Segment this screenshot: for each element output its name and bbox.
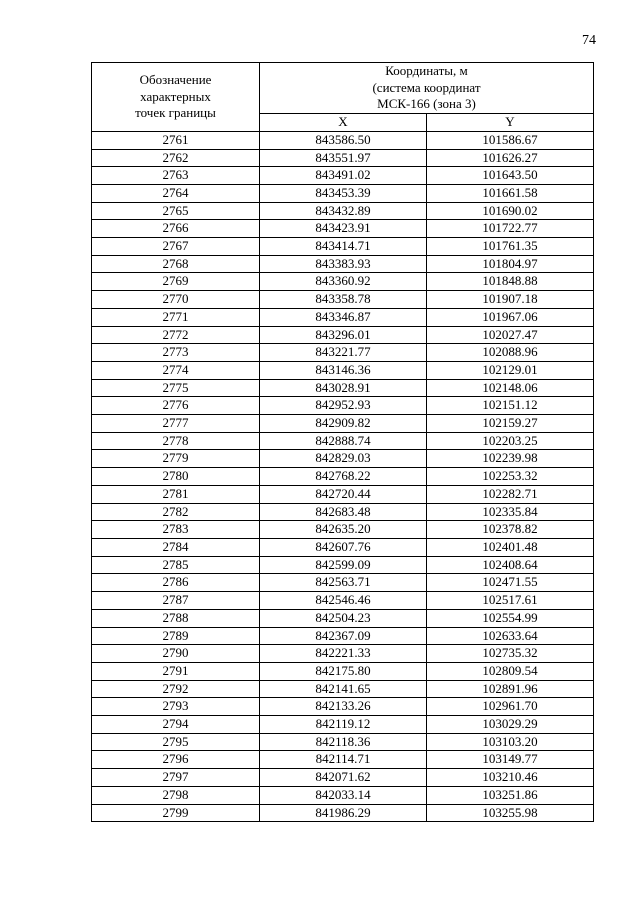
coordinates-table: [91, 62, 594, 822]
y-coordinate-cell: 102148.06: [427, 379, 594, 397]
y-coordinate-cell: 102809.54: [427, 662, 594, 680]
y-coordinate-cell: 101690.02: [427, 202, 594, 220]
y-coordinate-cell: 103251.86: [427, 786, 594, 804]
x-coordinate-cell: 842119.12: [260, 716, 427, 734]
point-id-cell: 2799: [92, 804, 260, 822]
point-id-cell: 2798: [92, 786, 260, 804]
point-id-cell: 2776: [92, 397, 260, 415]
x-coordinate-cell: 842114.71: [260, 751, 427, 769]
table-row: [92, 291, 594, 309]
x-coordinate-cell: 842635.20: [260, 521, 427, 539]
table-row: [92, 556, 594, 574]
table-row: [92, 733, 594, 751]
table-row: [92, 308, 594, 326]
table-row: [92, 786, 594, 804]
point-id-cell: 2777: [92, 415, 260, 433]
point-id-cell: 2788: [92, 609, 260, 627]
point-label-header: [92, 63, 260, 132]
table-row: [92, 220, 594, 238]
table-row: [92, 645, 594, 663]
table-row: [92, 450, 594, 468]
x-coordinate-cell: 843423.91: [260, 220, 427, 238]
y-coordinate-cell: 102203.25: [427, 432, 594, 450]
x-coordinate-cell: 842909.82: [260, 415, 427, 433]
y-column-header: Y: [427, 114, 594, 132]
table-row: [92, 238, 594, 256]
table-row: [92, 149, 594, 167]
point-id-cell: 2781: [92, 485, 260, 503]
y-coordinate-cell: 102253.32: [427, 468, 594, 486]
table-row: [92, 716, 594, 734]
table-header: [92, 63, 594, 132]
table-row: [92, 273, 594, 291]
y-coordinate-cell: 103029.29: [427, 716, 594, 734]
point-id-cell: 2794: [92, 716, 260, 734]
y-coordinate-cell: 102378.82: [427, 521, 594, 539]
point-id-cell: 2761: [92, 131, 260, 149]
coordinates-label-line-3: МСК-166 (зона 3): [377, 96, 476, 112]
table-row: [92, 202, 594, 220]
coordinates-label-line-2: (система координат: [372, 79, 481, 95]
y-coordinate-cell: 102961.70: [427, 698, 594, 716]
y-coordinate-cell: 102129.01: [427, 361, 594, 379]
table-row: [92, 485, 594, 503]
x-coordinate-cell: 842607.76: [260, 538, 427, 556]
point-id-cell: 2797: [92, 769, 260, 787]
table-body: [92, 131, 594, 821]
table-row: [92, 609, 594, 627]
table-row: [92, 255, 594, 273]
point-id-cell: 2778: [92, 432, 260, 450]
x-coordinate-cell: 843586.50: [260, 131, 427, 149]
table-row: [92, 627, 594, 645]
page-number: 74: [582, 33, 596, 48]
point-id-cell: 2779: [92, 450, 260, 468]
y-coordinate-cell: 102408.64: [427, 556, 594, 574]
x-coordinate-cell: 842683.48: [260, 503, 427, 521]
point-id-cell: 2790: [92, 645, 260, 663]
y-coordinate-cell: 103255.98: [427, 804, 594, 822]
y-coordinate-cell: 102159.27: [427, 415, 594, 433]
table-row: [92, 521, 594, 539]
x-coordinate-cell: 843551.97: [260, 149, 427, 167]
point-id-cell: 2765: [92, 202, 260, 220]
y-coordinate-cell: 101761.35: [427, 238, 594, 256]
point-id-cell: 2767: [92, 238, 260, 256]
coordinates-label-line-1: Координаты, м: [385, 63, 468, 78]
x-coordinate-cell: 842829.03: [260, 450, 427, 468]
x-coordinate-cell: 842504.23: [260, 609, 427, 627]
point-id-cell: 2785: [92, 556, 260, 574]
y-coordinate-cell: 103210.46: [427, 769, 594, 787]
x-column-header: X: [260, 114, 427, 132]
x-coordinate-cell: 842118.36: [260, 733, 427, 751]
y-coordinate-cell: 102335.84: [427, 503, 594, 521]
point-id-cell: 2771: [92, 308, 260, 326]
x-coordinate-cell: 842221.33: [260, 645, 427, 663]
y-coordinate-cell: 101586.67: [427, 131, 594, 149]
point-id-cell: 2762: [92, 149, 260, 167]
x-coordinate-cell: 842720.44: [260, 485, 427, 503]
table-row: [92, 167, 594, 185]
table-row: [92, 538, 594, 556]
table-row: [92, 468, 594, 486]
x-coordinate-cell: 843491.02: [260, 167, 427, 185]
x-coordinate-cell: 842071.62: [260, 769, 427, 787]
y-coordinate-cell: 101804.97: [427, 255, 594, 273]
point-id-cell: 2775: [92, 379, 260, 397]
x-coordinate-cell: 843146.36: [260, 361, 427, 379]
y-coordinate-cell: 102151.12: [427, 397, 594, 415]
y-coordinate-cell: 101643.50: [427, 167, 594, 185]
x-coordinate-cell: 842563.71: [260, 574, 427, 592]
point-label-line-3: точек границы: [135, 105, 216, 121]
point-id-cell: 2792: [92, 680, 260, 698]
point-label-line-2: характерных: [140, 88, 211, 104]
x-coordinate-cell: 843383.93: [260, 255, 427, 273]
x-coordinate-cell: 842367.09: [260, 627, 427, 645]
table-row: [92, 361, 594, 379]
point-id-cell: 2786: [92, 574, 260, 592]
point-id-cell: 2770: [92, 291, 260, 309]
point-id-cell: 2793: [92, 698, 260, 716]
x-coordinate-cell: 843432.89: [260, 202, 427, 220]
x-coordinate-cell: 842599.09: [260, 556, 427, 574]
x-coordinate-cell: 842952.93: [260, 397, 427, 415]
y-coordinate-cell: 102735.32: [427, 645, 594, 663]
table-row: [92, 662, 594, 680]
y-coordinate-cell: 101722.77: [427, 220, 594, 238]
table-row: [92, 184, 594, 202]
y-coordinate-cell: 102517.61: [427, 592, 594, 610]
table-row: [92, 432, 594, 450]
x-coordinate-cell: 842133.26: [260, 698, 427, 716]
table-row: [92, 131, 594, 149]
x-coordinate-cell: 843028.91: [260, 379, 427, 397]
table-row: [92, 698, 594, 716]
table-row: [92, 503, 594, 521]
point-id-cell: 2795: [92, 733, 260, 751]
y-coordinate-cell: 101661.58: [427, 184, 594, 202]
y-coordinate-cell: 103103.20: [427, 733, 594, 751]
point-id-cell: 2774: [92, 361, 260, 379]
point-id-cell: 2791: [92, 662, 260, 680]
y-coordinate-cell: 102239.98: [427, 450, 594, 468]
table-row: [92, 804, 594, 822]
y-coordinate-cell: 102088.96: [427, 344, 594, 362]
x-coordinate-cell: 843414.71: [260, 238, 427, 256]
y-coordinate-cell: 102401.48: [427, 538, 594, 556]
table-row: [92, 344, 594, 362]
table-row: [92, 326, 594, 344]
point-id-cell: 2782: [92, 503, 260, 521]
y-coordinate-cell: 101907.18: [427, 291, 594, 309]
point-id-cell: 2764: [92, 184, 260, 202]
point-id-cell: 2769: [92, 273, 260, 291]
point-id-cell: 2773: [92, 344, 260, 362]
point-label-line-1: Обозначение: [139, 71, 212, 87]
point-id-cell: 2783: [92, 521, 260, 539]
y-coordinate-cell: 102633.64: [427, 627, 594, 645]
x-coordinate-cell: 843358.78: [260, 291, 427, 309]
table-row: [92, 397, 594, 415]
table-row: [92, 574, 594, 592]
x-coordinate-cell: 843360.92: [260, 273, 427, 291]
y-coordinate-cell: 102554.99: [427, 609, 594, 627]
table-row: [92, 769, 594, 787]
table-row: [92, 680, 594, 698]
x-coordinate-cell: 843346.87: [260, 308, 427, 326]
point-id-cell: 2780: [92, 468, 260, 486]
table-row: [92, 592, 594, 610]
point-id-cell: 2789: [92, 627, 260, 645]
point-id-cell: 2772: [92, 326, 260, 344]
point-id-cell: 2784: [92, 538, 260, 556]
point-id-cell: 2768: [92, 255, 260, 273]
x-coordinate-cell: 842768.22: [260, 468, 427, 486]
y-coordinate-cell: 101848.88: [427, 273, 594, 291]
x-coordinate-cell: 842546.46: [260, 592, 427, 610]
y-coordinate-cell: 101626.27: [427, 149, 594, 167]
table-row: [92, 415, 594, 433]
coordinates-header: [260, 63, 594, 114]
point-id-cell: 2796: [92, 751, 260, 769]
table-row: [92, 379, 594, 397]
y-coordinate-cell: 103149.77: [427, 751, 594, 769]
y-coordinate-cell: 102027.47: [427, 326, 594, 344]
x-coordinate-cell: 843296.01: [260, 326, 427, 344]
x-coordinate-cell: 842888.74: [260, 432, 427, 450]
point-id-cell: 2787: [92, 592, 260, 610]
table-row: [92, 751, 594, 769]
x-coordinate-cell: 843221.77: [260, 344, 427, 362]
x-coordinate-cell: 843453.39: [260, 184, 427, 202]
point-id-cell: 2763: [92, 167, 260, 185]
point-id-cell: 2766: [92, 220, 260, 238]
y-coordinate-cell: 101967.06: [427, 308, 594, 326]
x-coordinate-cell: 841986.29: [260, 804, 427, 822]
x-coordinate-cell: 842141.65: [260, 680, 427, 698]
y-coordinate-cell: 102891.96: [427, 680, 594, 698]
y-coordinate-cell: 102282.71: [427, 485, 594, 503]
y-coordinate-cell: 102471.55: [427, 574, 594, 592]
x-coordinate-cell: 842033.14: [260, 786, 427, 804]
x-coordinate-cell: 842175.80: [260, 662, 427, 680]
